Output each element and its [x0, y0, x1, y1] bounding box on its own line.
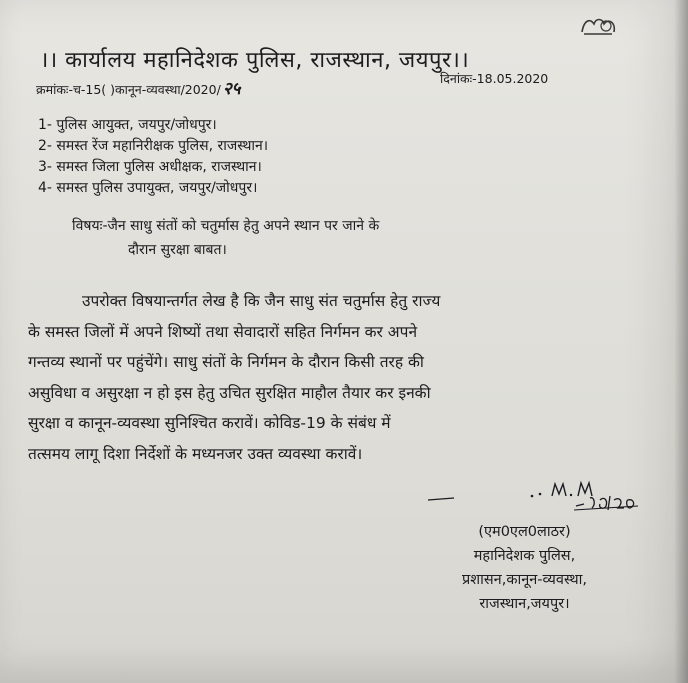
- signer-location: राजस्थान,जयपुर।: [479, 596, 570, 612]
- signer-department: प्रशासन,कानून-व्यवस्था,: [462, 572, 587, 588]
- subject-line: विषयः-जैन साधु संतों को चतुर्मास हेतु अपने स्थान पर जाने के: [72, 218, 380, 234]
- recipient-item: 4- समस्त पुलिस उपायुक्त, जयपुर/जोधपुर।: [38, 180, 258, 196]
- reference-prefix: क्रमांकः-च-15( )कानून-व्यवस्था/2020/: [36, 82, 221, 97]
- signer-block: [462, 520, 587, 616]
- letter-date: दिनांकः-18.05.2020: [440, 71, 549, 86]
- body-line: उपरोक्त विषयान्तर्गत लेख है कि जैन साधु संत चतुर्मास हेतु राज्य: [82, 292, 441, 310]
- body-line: सुरक्षा व कानून-व्यवस्था सुनिश्चित करावें। कोविड-19 के संबंध में: [28, 414, 391, 432]
- recipient-item: 1- पुलिस आयुक्त, जयपुर/जोधपुर।: [38, 117, 217, 133]
- subject-block: [72, 214, 379, 262]
- subject-line: दौरान सुरक्षा बाबत।: [128, 242, 227, 258]
- signer-designation: महानिदेशक पुलिस,: [473, 548, 576, 564]
- reference-number: [36, 76, 241, 99]
- recipient-item: 3- समस्त जिला पुलिस अधीक्षक, राजस्थान।: [38, 159, 262, 175]
- letter-body: [28, 286, 668, 469]
- handwritten-signature: [424, 470, 664, 520]
- office-title: ।। कार्यालय महानिदेशक पुलिस, राजस्थान, जयपुर।।: [40, 48, 470, 73]
- body-line: असुविधा व असुरक्षा न हो इस हेतु उचित सुरक्षित माहौल तैयार कर इनकी: [28, 383, 431, 402]
- body-line: गन्तव्य स्थानों पर पहुंचेंगे। साधु संतों के निर्गमन के दौरान किसी तरह की: [28, 353, 424, 371]
- recipient-item: 2- समस्त रेंज महानिरीक्षक पुलिस, राजस्थान।: [38, 138, 269, 154]
- body-line: के समस्त जिलों में अपने शिष्यों तथा सेवादारों सहित निर्गमन कर अपने: [28, 322, 418, 341]
- signer-name: (एम0एल0लाठर): [478, 524, 571, 540]
- body-line: तत्समय लागू दिशा निर्देशों के मध्यनजर उक्त व्यवस्था करावें।: [28, 444, 363, 463]
- seal-stamp: [576, 14, 620, 40]
- reference-handwritten-number: २५: [222, 79, 241, 99]
- recipient-list: [38, 115, 268, 199]
